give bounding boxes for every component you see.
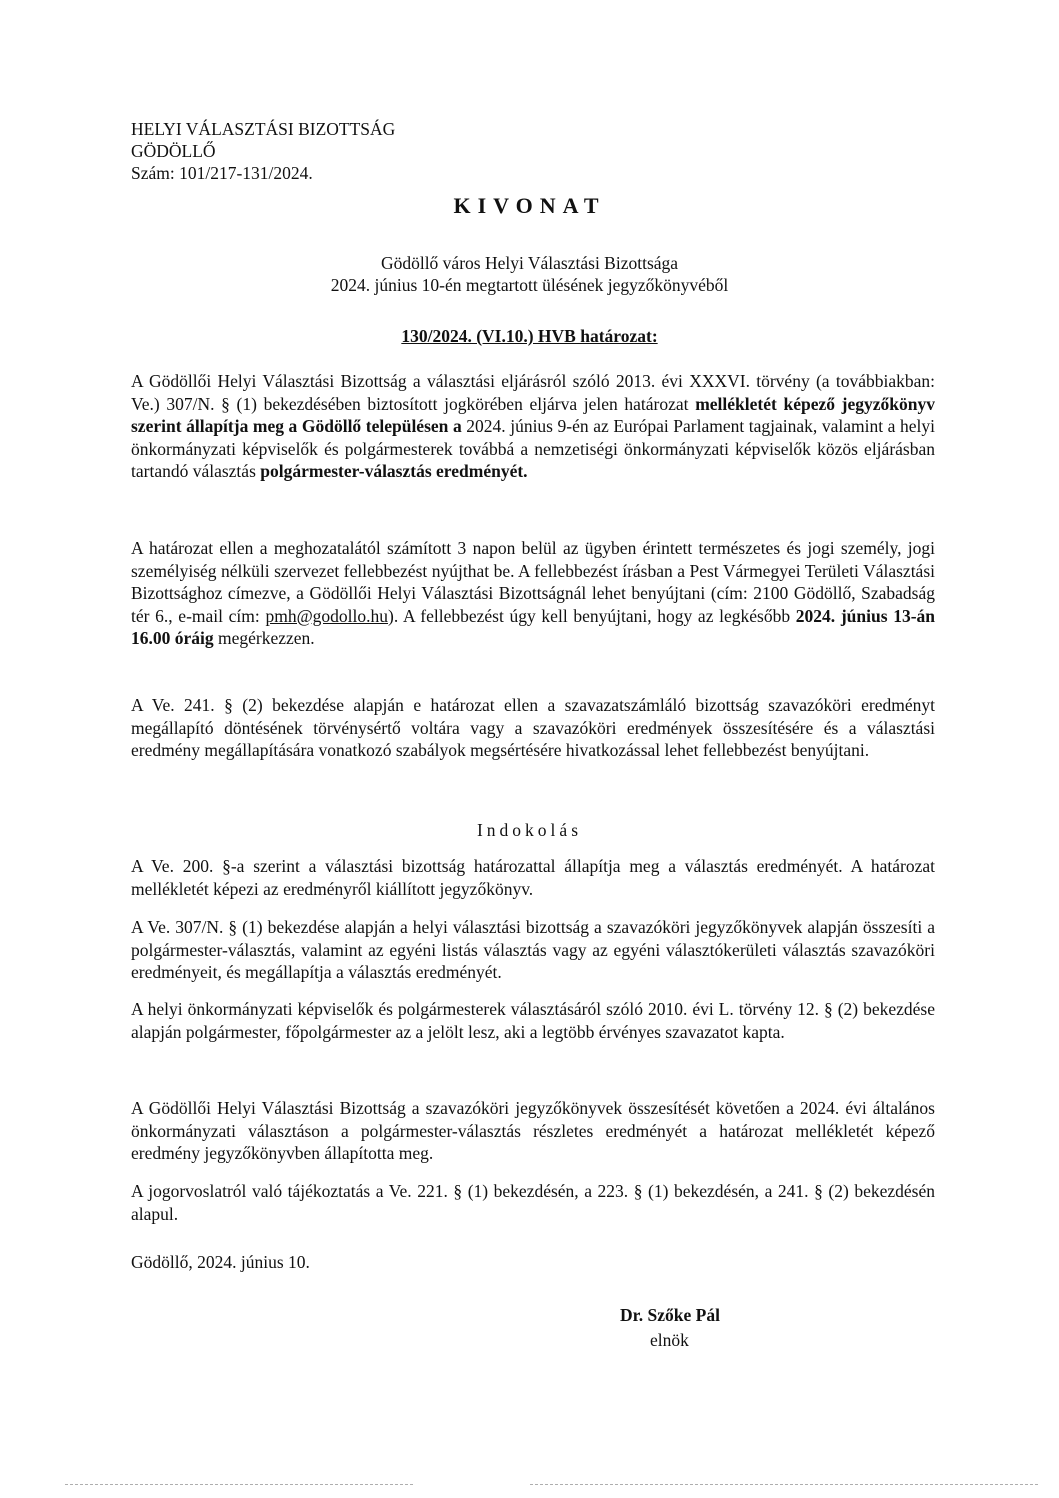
document-title: KIVONAT [453, 193, 606, 218]
appeal-text: A határozat ellen a meghozatalától számított 3 napon belül az ügyben érintett természetes és jogi személy, jogi személyiség nélküli szervezet fellebbezést nyújthat be. A fellebbezést írásban a Pest Vármegyei Területi Választási Bizottsághoz címezve, a Gödöllői Helyi Választási Bizottságnál lehet benyújtani (cím: 2100 Gödöllő, Szabadság tér 6., e-mail cím: [131, 538, 935, 626]
reasoning-paragraph-2: A Ve. 307/N. § (1) bekezdése alapján a helyi választási bizottság a szavazóköri jegyzőkönyvek alapján összesíti a polgármester-választás, valamint az egyéni listás választás vagy az egyéni választókerületi választás szavazóköri eredményeit, és megállapítja a választás eredményét. [131, 917, 935, 982]
scan-artifact-line [530, 1484, 1040, 1485]
reasoning-paragraph-4: A Gödöllői Helyi Választási Bizottság a szavazóköri jegyzőkönyvek összesítését követően a 2024. évi általános önkormányzati választáson a polgármester-választás részletes eredményét a határozat mellékletét képező eredmény jegyzőkönyvben állapította meg. [131, 1098, 935, 1163]
signatory-name: Dr. Szőke Pál [620, 1305, 720, 1325]
signature-block [620, 1303, 720, 1353]
scan-artifact-line [65, 1484, 415, 1485]
decision-heading-text: 130/2024. (VI.10.) HVB határozat: [401, 326, 658, 346]
reasoning-heading: Indokolás [476, 820, 583, 840]
appeal-grounds-paragraph: A Ve. 241. § (2) bekezdése alapján e határozat ellen a szavazatszámláló bizottság szavazóköri eredményt megállapító döntésének törvénysértő voltára vagy a szavazóköri eredmények összesítésére és a választási eredmény megállapítására vonatkozó szabályok megsértésére hivatkozással lehet fellebbezést benyújtani. [131, 695, 935, 760]
decision-paragraph-1 [131, 370, 935, 483]
issuer-name: HELYI VÁLASZTÁSI BIZOTTSÁG [131, 119, 396, 139]
appeal-text-3: megérkezzen. [213, 628, 315, 648]
document-subtitle [0, 252, 1059, 296]
signatory-role: elnök [650, 1330, 689, 1350]
decision-heading [0, 326, 1059, 347]
appeal-deadline: 2024. június 13-án 16.00 óráig [131, 605, 936, 648]
place-and-date: Gödöllő, 2024. június 10. [131, 1252, 310, 1272]
decision-p1-text-2: 2024. június 9-én az Európai Parlament tagjainak, valamint a helyi önkormányzati képviselők és polgármesterek továbbá a nemzetiségi önkormányzati képviselők közös eljárásban tartandó választás [131, 416, 935, 481]
email-link[interactable]: pmh@godollo.hu [265, 605, 389, 626]
reasoning-paragraph-5: A jogorvoslatról való tájékoztatás a Ve. 221. § (1) bekezdésén, a 223. § (1) bekezdésén, a 241. § (2) bekezdésén alapul. [131, 1181, 935, 1224]
appeal-paragraph [131, 537, 935, 650]
issuer-block [131, 118, 395, 184]
decision-p1-text: A Gödöllői Helyi Választási Bizottság a választási eljárásról szóló 2013. évi XXXVI. törvény (a továbbiakban: Ve.) 307/N. § (1) bekezdésében biztosított jogkörében eljárva jelen határozat [131, 371, 935, 414]
reference-number: Szám: 101/217-131/2024. [131, 163, 313, 183]
issuer-city: GÖDÖLLŐ [131, 141, 216, 161]
subtitle-line-2: 2024. június 10-én megtartott ülésének jegyzőkönyvéből [330, 275, 729, 295]
reasoning-paragraph-1: A Ve. 200. §-a szerint a választási bizottság határozattal állapítja meg a választás eredményét. A határozat mellékletét képezi az eredményről kiállított jegyzőkönyv. [131, 856, 935, 899]
decision-p1-bold: mellékletét képező jegyzőkönyv szerint állapítja meg a Gödöllő településen a [131, 393, 935, 436]
appeal-text-2: ). A fellebbezést úgy kell benyújtani, hogy az legkésőbb [388, 605, 796, 626]
reasoning-paragraph-3: A helyi önkormányzati képviselők és polgármesterek választásáról szóló 2010. évi L. törvény 12. § (2) bekezdése alapján polgármester, főpolgármester az a jelölt lesz, aki a legtöbb érvényes szavazatot kapta. [131, 999, 935, 1042]
decision-p1-bold-2: polgármester-választás eredményét. [260, 461, 528, 481]
subtitle-line-1: Gödöllő város Helyi Választási Bizottsága [380, 253, 679, 273]
